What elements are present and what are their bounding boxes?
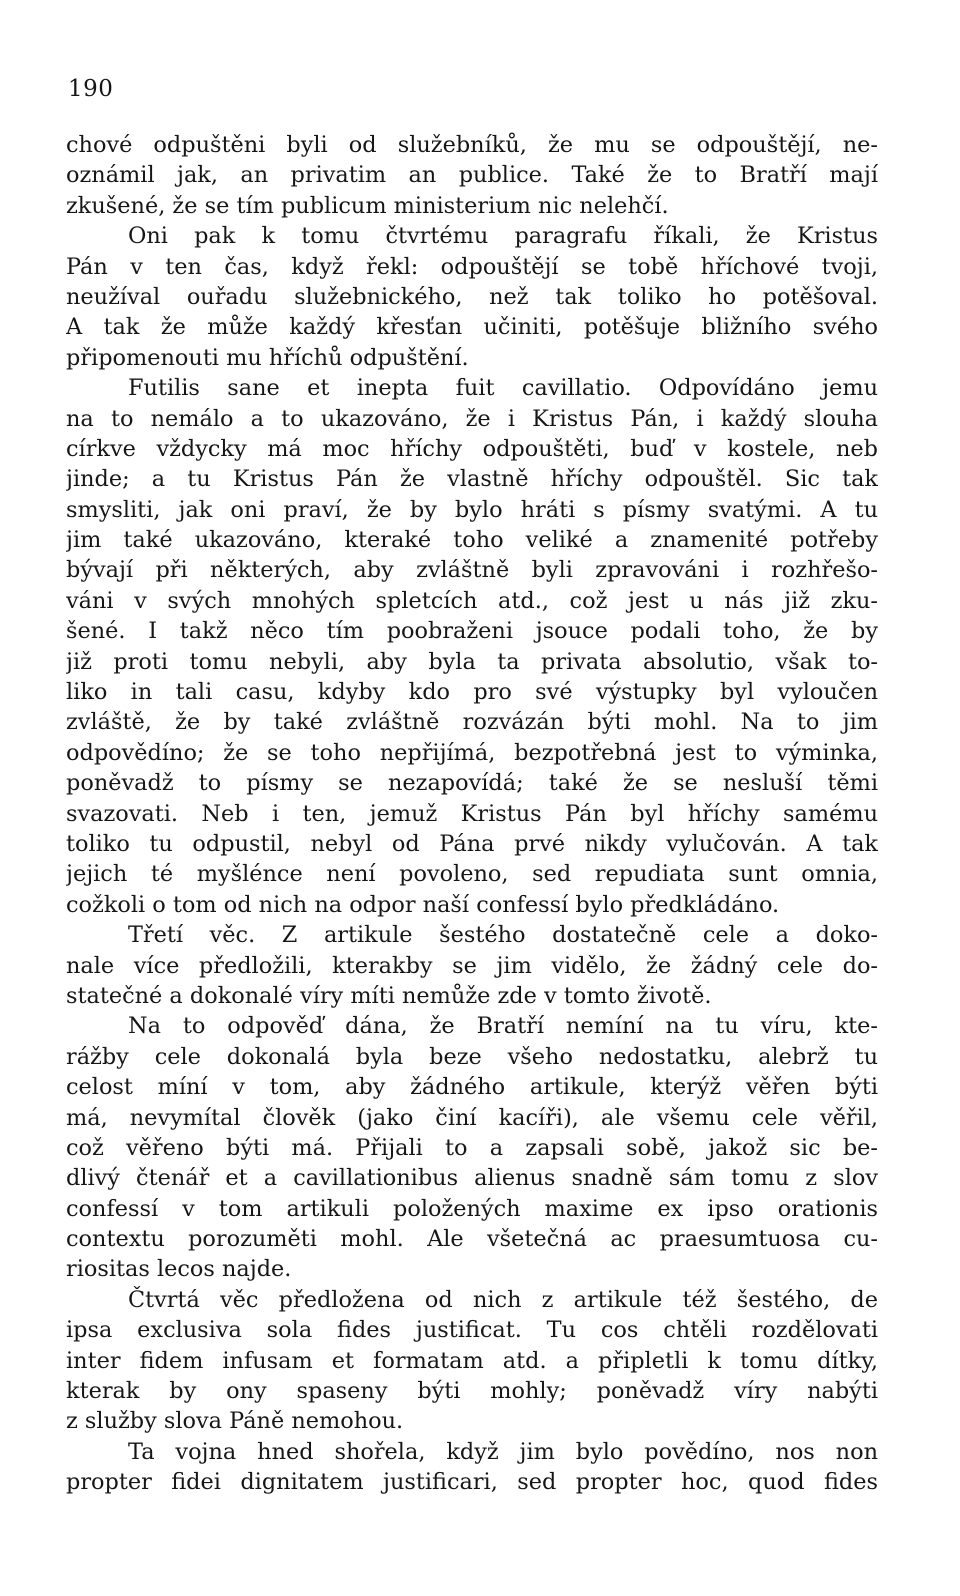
text-line: bývají při některých, aby zvláštně byli zpravováni i rozhřešo- <box>66 557 878 584</box>
text-line: liko in tali casu, kdyby kdo pro své výstupky byl vyloučen <box>66 679 878 706</box>
text-line: riositas lecos najde. <box>66 1256 292 1283</box>
text-line: připomenouti mu hříchů odpuštění. <box>66 344 469 371</box>
text-line: zvláště, že by také zvláštně rozvázán býti mohl. Na to jim <box>66 709 878 736</box>
text-line: smysliti, jak oni praví, že by bylo hráti s písmy svatými. A tu <box>66 496 878 523</box>
text-line: zkušené, že se tím publicum ministerium nic nelehčí. <box>66 192 669 219</box>
text-line: Oni pak k tomu čtvrtému paragrafu říkali, že Kristus <box>128 223 878 250</box>
text-line: chové odpuštěni byli od služebníků, že mu se odpouštějí, ne- <box>66 132 878 158</box>
text-line: odpovědíno; že se toho nepřijímá, bezpotřebná jest to výminka, <box>66 739 878 766</box>
text-line: nale více předložili, kterakby se jim vidělo, že žádný cele do- <box>66 952 878 979</box>
text-line: váni v svých mnohých spletcích atd., což jest u nás již zku- <box>66 587 878 614</box>
text-line: neužíval ouřadu služebnického, než tak toliko ho potěšoval. <box>66 283 878 310</box>
text-line: jim také ukazováno, kteraké toho veliké a znamenité potřeby <box>66 527 878 554</box>
text-line: Třetí věc. Z artikule šestého dostatečně cele a doko- <box>128 922 878 949</box>
text-line: z služby slova Páně nemohou. <box>66 1408 404 1435</box>
text-line: celost míní v tom, aby žádného artikule, kterýž věřen býti <box>66 1074 878 1101</box>
text-line: kterak by ony spaseny býti mohly; poněvadž víry nabýti <box>66 1378 878 1405</box>
text-line: dlivý čtenář et a cavillationibus alienus snadně sám tomu z slov <box>66 1165 878 1192</box>
text-line: Čtvrtá věc předložena od nich z artikule též šestého, de <box>128 1286 878 1313</box>
text-line: Ta vojna hned shořela, když jim bylo povědíno, nos non <box>128 1438 878 1465</box>
text-line: Na to odpověď dána, že Bratří nemíní na tu víru, kte- <box>128 1013 878 1040</box>
text-line: poněvadž to písmy se nezapovídá; také že se nesluší těmi <box>66 770 878 797</box>
text-line: propter fidei dignitatem justificari, sed propter hoc, quod fides <box>66 1469 878 1496</box>
text-line: církve vždycky má moc hříchy odpouštěti, buď v kostele, neb <box>66 435 878 462</box>
text-line: statečné a dokonalé víry míti nemůže zde v tomto životě. <box>66 982 712 1009</box>
text-line: jejich té myšlénce není povoleno, sed repudiata sunt omnia, <box>66 861 878 888</box>
text-line: což věřeno býti má. Přijali to a zapsali sobě, jakož sic be- <box>66 1134 878 1161</box>
text-line: Futilis sane et inepta fuit cavillatio. Odpovídáno jemu <box>128 375 878 402</box>
page-number: 190 <box>68 76 114 102</box>
text-line: již proti tomu nebyli, aby byla ta privata absolutio, však to- <box>66 648 878 675</box>
text-line: šené. I takž něco tím poobraženi jsouce podali toho, že by <box>66 618 878 645</box>
text-line: rážby cele dokonalá byla beze všeho nedostatku, alebrž tu <box>66 1043 878 1070</box>
text-line: jinde; a tu Kristus Pán že vlastně hříchy odpouštěl. Sic tak <box>66 466 878 493</box>
body-text <box>66 130 878 1498</box>
text-line: Pán v ten čas, když řekl: odpouštějí se tobě hříchové tvoji, <box>66 253 878 280</box>
text-line: cožkoli o tom od nich na odpor naší confessí bylo předkládáno. <box>66 891 780 918</box>
text-line: ipsa exclusiva sola fides justificat. Tu cos chtěli rozdělovati <box>66 1317 878 1344</box>
text-line: A tak že může každý křesťan učiniti, potěšuje bližního svého <box>66 314 878 341</box>
text-line: contextu porozuměti mohl. Ale všetečná ac praesumtuosa cu- <box>66 1226 878 1253</box>
text-line: má, nevymítal člověk (jako činí kacíři), ale všemu cele věřil, <box>66 1104 878 1131</box>
text-line: toliko tu odpustil, nebyl od Pána prvé nikdy vylučován. A tak <box>66 830 878 857</box>
text-line: oznámil jak, an privatim an publice. Také že to Bratří mají <box>66 162 878 189</box>
text-line: svazovati. Neb i ten, jemuž Kristus Pán byl hříchy samému <box>66 800 878 827</box>
text-line: confessí v tom artikuli položených maxime ex ipso orationis <box>66 1195 878 1222</box>
text-line: inter fidem infusam et formatam atd. a připletli k tomu dítky, <box>66 1347 878 1374</box>
text-line: na to nemálo a to ukazováno, že i Kristus Pán, i každý slouha <box>66 405 878 432</box>
